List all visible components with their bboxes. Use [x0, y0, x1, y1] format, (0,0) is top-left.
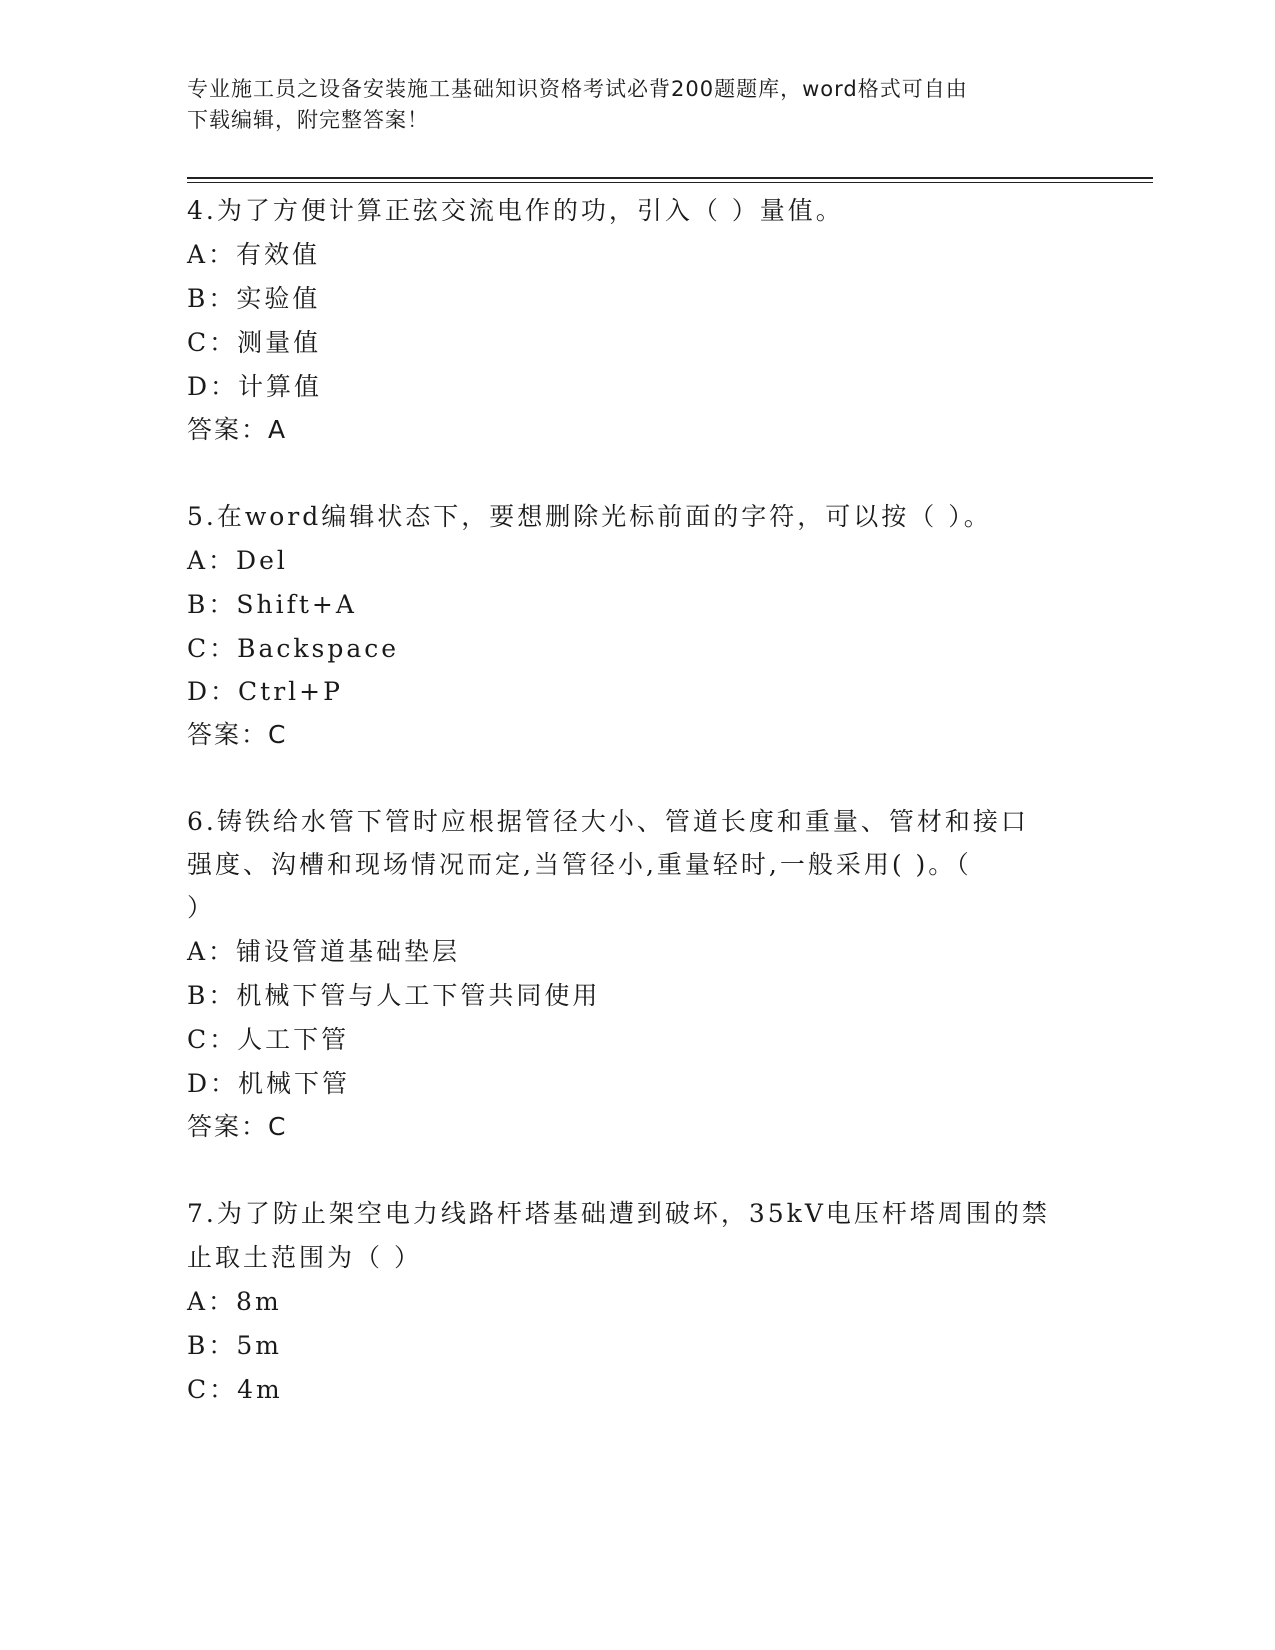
question-4-option-d: D：计算值	[187, 372, 323, 401]
header-line-2: 下载编辑，附完整答案！	[187, 108, 429, 132]
question-6-stem-line-3: ）	[187, 893, 216, 922]
header-divider-thin	[187, 182, 1153, 183]
question-4-stem: 4.为了方便计算正弦交流电作的功，引入（ ）量值。	[187, 196, 844, 225]
question-7-stem-line-2: 止取土范围为（ ）	[187, 1243, 422, 1272]
question-6-option-d: D：机械下管	[187, 1069, 351, 1098]
question-7-option-b: B：5m	[187, 1331, 282, 1360]
question-7-option-a: A：8m	[187, 1287, 282, 1316]
question-5-option-d: D：Ctrl+P	[187, 677, 343, 706]
question-6-stem-line-1: 6.铸铁给水管下管时应根据管径大小、管道长度和重量、管材和接口	[187, 807, 1029, 836]
question-4-answer: 答案：A	[187, 415, 288, 444]
question-5-answer: 答案：C	[187, 720, 288, 749]
question-4-option-b: B：实验值	[187, 284, 321, 313]
question-6-option-b: B：机械下管与人工下管共同使用	[187, 981, 601, 1010]
question-6-answer: 答案：C	[187, 1112, 288, 1141]
question-6-option-a: A：铺设管道基础垫层	[187, 937, 461, 966]
question-4-option-a: A：有效值	[187, 240, 321, 269]
header-line-1: 专业施工员之设备安装施工基础知识资格考试必背200题题库，word格式可自由	[187, 77, 968, 101]
question-5-option-c: C：Backspace	[187, 634, 400, 663]
document-header	[187, 74, 1067, 136]
question-7-option-c: C：4m	[187, 1375, 283, 1404]
question-6-stem-line-2: 强度、沟槽和现场情况而定,当管径小,重量轻时,一般采用( )。（	[187, 850, 972, 879]
question-6-option-c: C：人工下管	[187, 1025, 350, 1054]
question-5-option-b: B：Shift+A	[187, 590, 357, 619]
question-4-option-c: C：测量值	[187, 328, 322, 357]
header-divider-thick	[187, 177, 1153, 179]
question-7-stem-line-1: 7.为了防止架空电力线路杆塔基础遭到破坏，35kV电压杆塔周围的禁	[187, 1199, 1050, 1228]
question-5-option-a: A：Del	[187, 546, 288, 575]
question-5-stem: 5.在word编辑状态下，要想删除光标前面的字符，可以按（ ）。	[187, 502, 992, 531]
